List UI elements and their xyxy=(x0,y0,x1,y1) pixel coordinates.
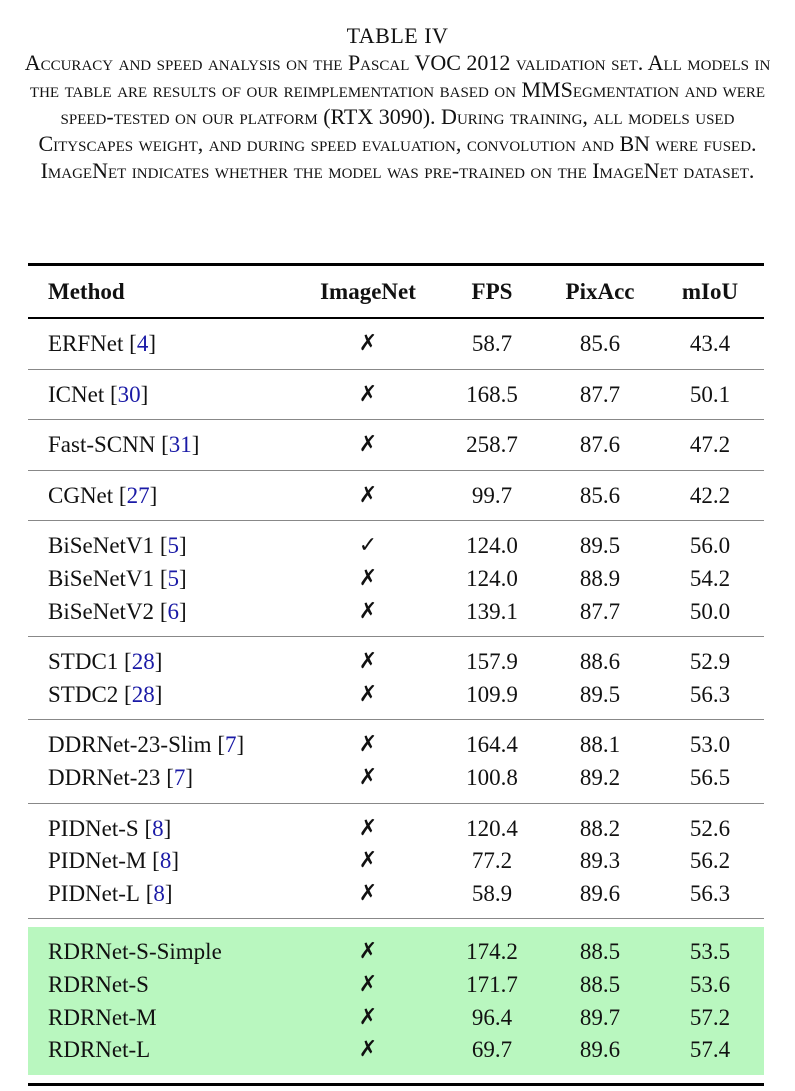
citation-link[interactable]: 5 xyxy=(167,565,179,591)
citation-link[interactable]: 4 xyxy=(136,331,149,356)
fps-cell: 109.9 xyxy=(466,681,518,707)
method-name: STDC1 xyxy=(48,649,119,675)
pixacc-cell: 88.9 xyxy=(579,565,621,591)
method-name: Fast-SCNN xyxy=(48,432,156,458)
imagenet-mark: ✗ xyxy=(358,331,378,356)
pixacc-cell: 87.7 xyxy=(579,598,621,624)
citation-link[interactable]: 7 xyxy=(224,732,237,758)
bottom-rule xyxy=(28,1083,764,1086)
method-name: RDRNet-S xyxy=(48,971,149,997)
method-cell: Fast-SCNN [31] xyxy=(48,432,200,458)
fps-cell: 168.5 xyxy=(466,381,518,407)
table-row xyxy=(28,845,764,878)
citation-link[interactable]: 6 xyxy=(167,598,179,624)
citation-link[interactable]: 8 xyxy=(159,848,172,874)
fps-cell: 139.1 xyxy=(466,598,518,624)
table-row xyxy=(28,762,764,795)
table-caption xyxy=(12,22,783,184)
method-cell: ERFNet [4] xyxy=(48,331,156,356)
method-name: CGNet xyxy=(48,482,114,508)
method-name: DDRNet-23-Slim xyxy=(48,732,212,758)
fps-cell: 120.4 xyxy=(466,815,518,841)
imagenet-mark: ✗ xyxy=(358,482,378,508)
miou-cell: 53.0 xyxy=(689,732,731,758)
fps-cell: 58.7 xyxy=(471,331,513,356)
method-cell xyxy=(48,969,149,1002)
pixacc-cell: 89.3 xyxy=(579,848,621,874)
method-cell: STDC1 [28] xyxy=(48,649,163,675)
table-row xyxy=(28,679,764,712)
miou-cell: 56.3 xyxy=(689,880,731,906)
citation-link[interactable]: 7 xyxy=(173,764,186,790)
table-body xyxy=(28,319,764,1075)
method-name: ICNet xyxy=(48,381,105,407)
fps-cell: 100.8 xyxy=(466,764,518,790)
method-cell: STDC2 [28] xyxy=(48,681,163,707)
method-name: STDC2 xyxy=(48,681,119,707)
imagenet-mark: ✗ xyxy=(358,1004,378,1030)
fps-cell: 174.2 xyxy=(466,939,518,965)
miou-cell: 43.4 xyxy=(689,331,731,356)
method-name: BiSeNetV1 xyxy=(48,533,155,559)
header-pixacc: PixAcc xyxy=(565,279,635,304)
miou-cell: 56.2 xyxy=(689,848,731,874)
fps-cell: 99.7 xyxy=(471,482,513,508)
table-group xyxy=(28,370,764,420)
citation-link[interactable]: 30 xyxy=(117,381,141,407)
pixacc-cell: 85.6 xyxy=(579,482,621,508)
fps-cell: 171.7 xyxy=(466,971,518,997)
fps-cell: 164.4 xyxy=(466,732,518,758)
method-name: RDRNet-S-Simple xyxy=(48,939,222,965)
pixacc-cell: 89.2 xyxy=(579,764,621,790)
method-name: PIDNet-M xyxy=(48,848,147,874)
header-row xyxy=(28,266,764,317)
pixacc-cell: 89.6 xyxy=(579,880,621,906)
fps-cell: 69.7 xyxy=(471,1037,513,1063)
miou-cell: 50.1 xyxy=(689,381,731,407)
table-row xyxy=(28,480,764,513)
method-cell: BiSeNetV1 [5] xyxy=(48,533,187,559)
miou-cell: 50.0 xyxy=(689,598,731,624)
table-row xyxy=(28,969,764,1002)
pixacc-cell: 88.1 xyxy=(579,732,621,758)
table-group xyxy=(28,521,764,636)
table-row xyxy=(28,1002,764,1035)
method-cell: BiSeNetV1 [5] xyxy=(48,565,187,591)
miou-cell: 54.2 xyxy=(689,565,731,591)
table-number: TABLE IV xyxy=(346,23,449,48)
method-cell xyxy=(48,1034,150,1067)
imagenet-mark: ✗ xyxy=(358,381,378,407)
pixacc-cell: 88.2 xyxy=(579,815,621,841)
highlighted-group xyxy=(28,927,764,1074)
fps-cell: 96.4 xyxy=(471,1004,513,1030)
miou-cell: 56.0 xyxy=(689,533,731,559)
imagenet-mark: ✗ xyxy=(358,815,378,841)
table-row xyxy=(28,379,764,412)
fps-cell: 124.0 xyxy=(466,533,518,559)
method-name: PIDNet-L xyxy=(48,880,140,906)
method-cell: CGNet [27] xyxy=(48,482,158,508)
miou-cell: 42.2 xyxy=(689,482,731,508)
method-cell: PIDNet-M [8] xyxy=(48,848,179,874)
pixacc-cell: 89.7 xyxy=(579,1004,621,1030)
imagenet-mark: ✗ xyxy=(358,598,378,624)
table-group xyxy=(28,420,764,470)
imagenet-mark: ✗ xyxy=(358,848,378,874)
table-group xyxy=(28,471,764,521)
table-row xyxy=(28,813,764,846)
method-cell: PIDNet-S [8] xyxy=(48,815,172,841)
caption-text: Accuracy and speed analysis on the Pascal VOC 2012 validation set. All models in the table are results of our reimplementation based on MMSegmentation and were speed-tested on our platform (RTX 3090). During training, all models used Cityscapes weight, and during speed evaluation, convolution and BN were fused. ImageNet indicates whether the model was pre-trained on the ImageNet dataset. xyxy=(24,50,771,183)
group-separator xyxy=(28,918,764,919)
imagenet-mark: ✗ xyxy=(358,432,378,458)
table-row xyxy=(28,729,764,762)
table-group xyxy=(28,720,764,802)
miou-cell: 56.3 xyxy=(689,681,731,707)
table-group xyxy=(28,637,764,719)
imagenet-mark: ✗ xyxy=(358,681,378,707)
citation-link[interactable]: 8 xyxy=(152,815,164,841)
pixacc-cell: 89.5 xyxy=(579,681,621,707)
pixacc-cell: 88.6 xyxy=(579,649,621,675)
table-row xyxy=(28,530,764,563)
table-row xyxy=(28,563,764,596)
header-miou: mIoU xyxy=(681,279,739,304)
method-cell: BiSeNetV2 [6] xyxy=(48,598,187,624)
table-group xyxy=(28,804,764,919)
pixacc-cell: 87.7 xyxy=(579,381,621,407)
method-name: PIDNet-S xyxy=(48,815,139,841)
pixacc-cell: 88.5 xyxy=(579,939,621,965)
fps-cell: 157.9 xyxy=(466,649,518,675)
fps-cell: 258.7 xyxy=(466,432,518,458)
method-cell: PIDNet-L [8] xyxy=(48,880,173,906)
pixacc-cell: 87.6 xyxy=(579,432,621,458)
imagenet-mark: ✗ xyxy=(358,649,378,675)
pixacc-cell: 89.5 xyxy=(579,533,621,559)
imagenet-mark: ✗ xyxy=(358,732,378,758)
table-row xyxy=(28,936,764,969)
method-name: RDRNet-M xyxy=(48,1004,157,1030)
citation-link[interactable]: 27 xyxy=(126,482,150,508)
imagenet-mark: ✓ xyxy=(358,533,378,559)
method-name: ERFNet xyxy=(48,331,124,356)
method-name: DDRNet-23 xyxy=(48,764,161,790)
pixacc-cell: 85.6 xyxy=(579,331,621,356)
table-group xyxy=(28,319,764,369)
miou-cell: 52.9 xyxy=(689,649,731,675)
fps-cell: 77.2 xyxy=(471,848,513,874)
miou-cell: 53.6 xyxy=(689,971,731,997)
header-method: Method xyxy=(48,279,125,304)
table-row xyxy=(28,1034,764,1067)
header-fps: FPS xyxy=(471,279,513,304)
pixacc-cell: 88.5 xyxy=(579,971,621,997)
table-row xyxy=(28,429,764,462)
miou-cell: 57.2 xyxy=(689,1004,731,1030)
imagenet-mark: ✗ xyxy=(358,939,378,965)
imagenet-mark: ✗ xyxy=(358,565,378,591)
citation-link[interactable]: 28 xyxy=(131,649,155,675)
method-cell xyxy=(48,936,222,969)
method-cell: DDRNet-23-Slim [7] xyxy=(48,732,245,758)
method-name: BiSeNetV2 xyxy=(48,598,155,624)
imagenet-mark: ✗ xyxy=(358,880,378,906)
table-row xyxy=(28,328,764,361)
table-row xyxy=(28,878,764,911)
miou-cell: 52.6 xyxy=(689,815,731,841)
pixacc-cell: 89.6 xyxy=(579,1037,621,1063)
method-name: BiSeNetV1 xyxy=(48,565,155,591)
imagenet-mark: ✗ xyxy=(358,1037,378,1063)
method-cell xyxy=(48,1002,157,1035)
table-row xyxy=(28,596,764,629)
citation-link[interactable]: 8 xyxy=(153,880,165,906)
miou-cell: 56.5 xyxy=(689,764,731,790)
table-row xyxy=(28,646,764,679)
results-table xyxy=(28,263,764,1086)
header-imagenet: ImageNet xyxy=(320,279,416,304)
method-cell: DDRNet-23 [7] xyxy=(48,764,194,790)
citation-link[interactable]: 31 xyxy=(168,432,192,458)
fps-cell: 124.0 xyxy=(466,565,518,591)
miou-cell: 47.2 xyxy=(689,432,731,458)
method-cell: ICNet [30] xyxy=(48,381,149,407)
method-name: RDRNet-L xyxy=(48,1037,151,1063)
fps-cell: 58.9 xyxy=(471,880,513,906)
miou-cell: 53.5 xyxy=(689,939,731,965)
citation-link[interactable]: 28 xyxy=(131,681,155,707)
miou-cell: 57.4 xyxy=(689,1037,731,1063)
citation-link[interactable]: 5 xyxy=(167,533,179,559)
imagenet-mark: ✗ xyxy=(358,971,378,997)
imagenet-mark: ✗ xyxy=(358,764,378,790)
